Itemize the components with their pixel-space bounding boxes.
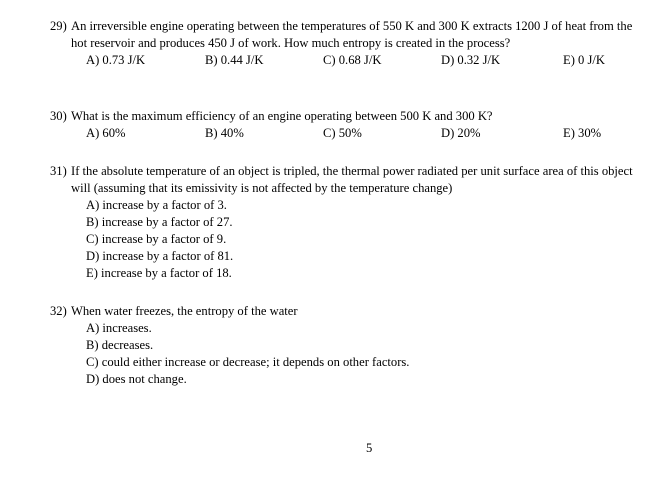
question-31 [50, 163, 640, 282]
option-d: D) 0.32 J/K [441, 53, 501, 67]
option-e: E) 0 J/K [563, 53, 605, 67]
question-number: 30) [50, 109, 67, 123]
option-e: E) increase by a factor of 18. [86, 266, 232, 280]
answer-options [50, 125, 640, 142]
question-text: When water freezes, the entropy of the water [71, 304, 298, 318]
option-a: A) increase by a factor of 3. [86, 198, 227, 212]
option-b: B) decreases. [86, 338, 154, 352]
option-a: A) 60% [86, 126, 126, 140]
option-d: D) does not change. [86, 372, 187, 386]
question-number: 31) [50, 164, 67, 178]
option-c: C) could either increase or decrease; it depends on other factors. [86, 355, 410, 369]
option-c: C) 50% [323, 126, 362, 140]
question-number: 29) [50, 19, 67, 33]
option-c: C) increase by a factor of 9. [86, 232, 227, 246]
question-32 [50, 303, 640, 388]
option-d: D) increase by a factor of 81. [86, 249, 234, 263]
question-text: What is the maximum efficiency of an engine operating between 500 K and 300 K? [71, 109, 493, 123]
question-number: 32) [50, 304, 67, 318]
option-a: A) 0.73 J/K [86, 53, 146, 67]
question-text: If the absolute temperature of an object is tripled, the thermal power radiated per unit surface area of this object will (assuming that its emissivity is not affected by the temperature change) [71, 164, 633, 195]
question-29 [50, 18, 640, 69]
option-a: A) increases. [86, 321, 152, 335]
option-c: C) 0.68 J/K [323, 53, 382, 67]
option-b: B) 40% [205, 126, 244, 140]
option-b: B) increase by a factor of 27. [86, 215, 233, 229]
option-d: D) 20% [441, 126, 481, 140]
answer-options [50, 52, 640, 69]
question-text: An irreversible engine operating between the temperatures of 550 K and 300 K extracts 1200 J of heat from the hot reservoir and produces 450 J of work. How much entropy is created in the process? [71, 19, 633, 50]
question-30 [50, 108, 640, 142]
page-number: 5 [366, 441, 373, 455]
option-e: E) 30% [563, 126, 602, 140]
option-b: B) 0.44 J/K [205, 53, 264, 67]
